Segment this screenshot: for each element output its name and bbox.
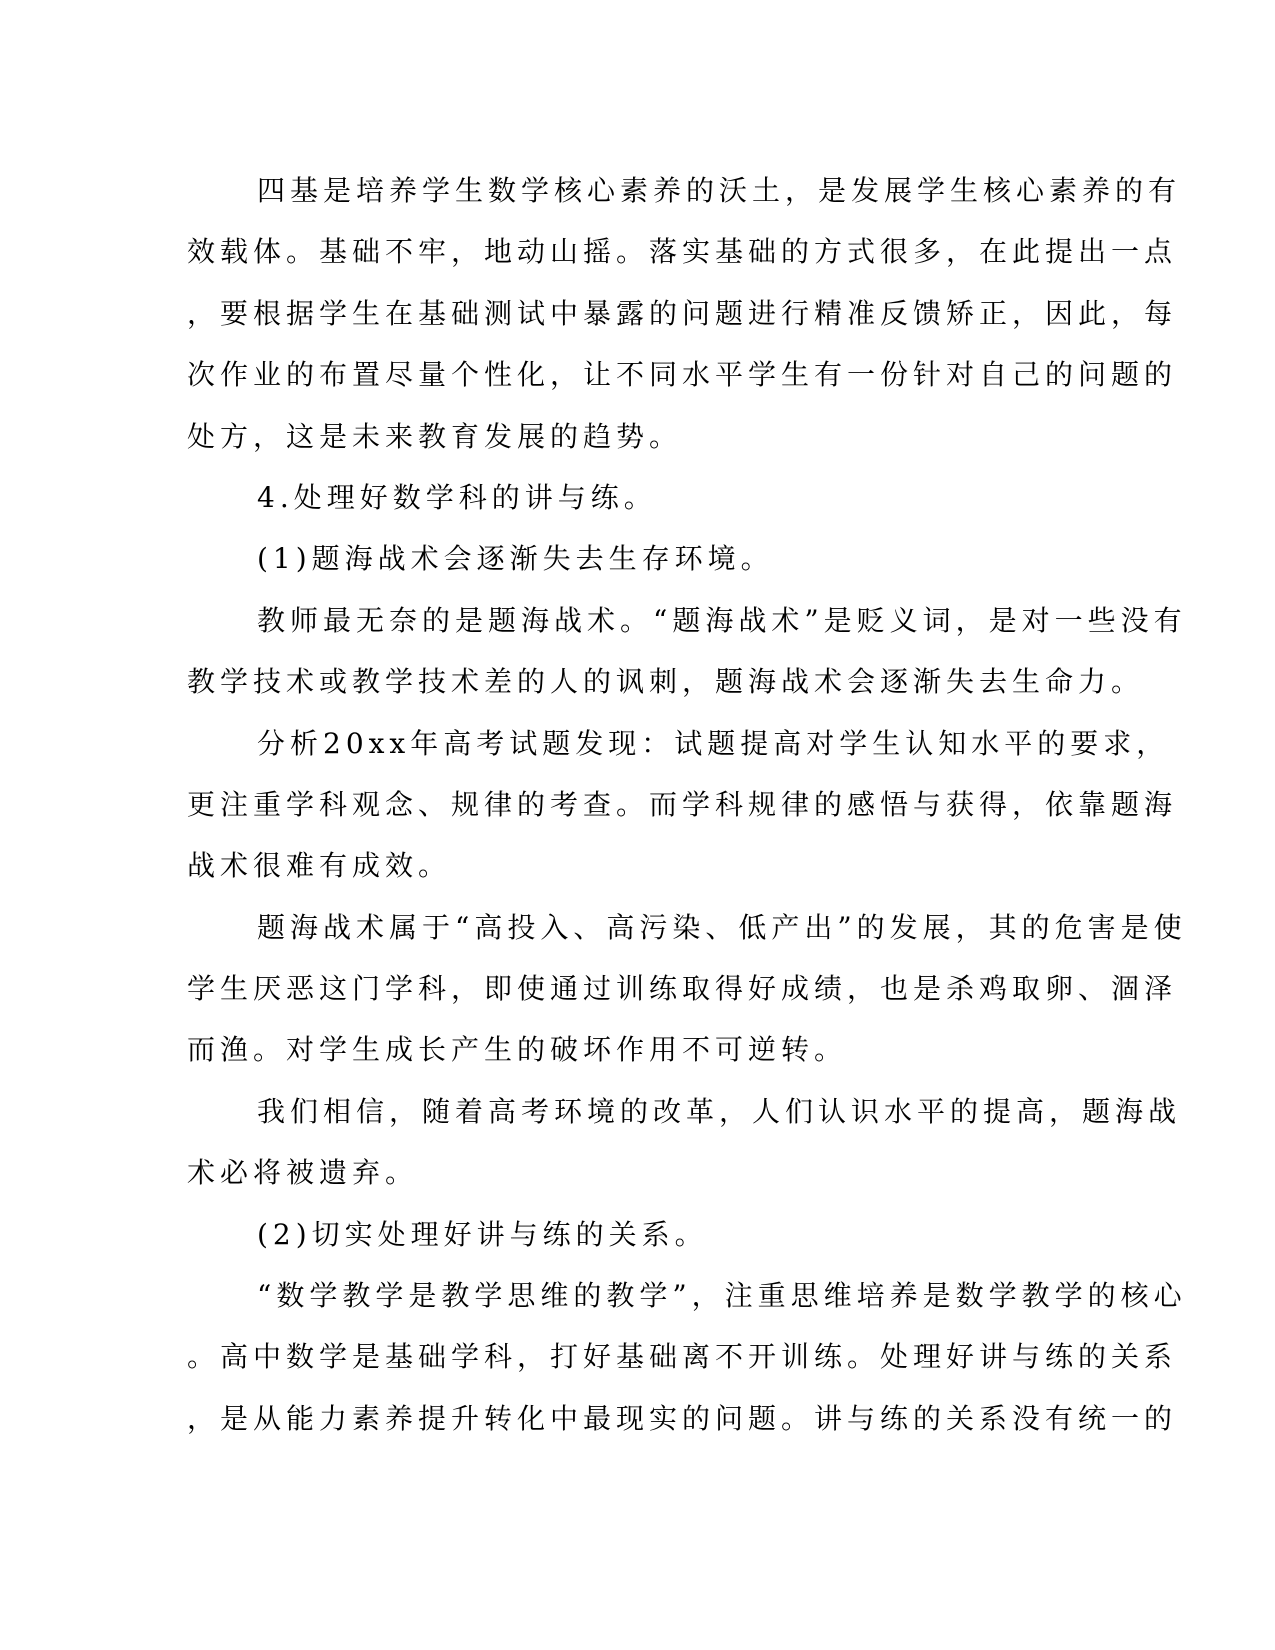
text-line: 教师最无奈的是题海战术。“题海战术”是贬义词，是对一些没有 [257,603,1187,637]
text-line: 战术很难有成效。 [187,849,452,883]
text-line: 次作业的布置尽量个性化，让不同水平学生有一份针对自己的问题的 [187,358,1178,392]
text-line: 而渔。对学生成长产生的破坏作用不可逆转。 [187,1033,848,1067]
text-line: ，是从能力素养提升转化中最现实的问题。讲与练的关系没有统一的 [187,1401,1178,1435]
text-line: 效载体。基础不牢，地动山摇。落实基础的方式很多，在此提出一点 [187,235,1178,269]
document-body [187,160,1187,1449]
text-line: 术必将被遗弃。 [187,1156,419,1190]
text-line: 。高中数学是基础学科，打好基础离不开训练。处理好讲与练的关系 [187,1340,1178,1374]
text-line: 我们相信，随着高考环境的改革，人们认识水平的提高，题海战 [257,1094,1182,1128]
text-line: 教学技术或教学技术差的人的讽刺，题海战术会逐渐失去生命力。 [187,665,1145,699]
text-line: 分析20xx年高考试题发现：试题提高对学生认知水平的要求， [257,726,1170,760]
text-line: (2)切实处理好讲与练的关系。 [257,1217,708,1251]
text-line: 4.处理好数学科的讲与练。 [257,480,657,514]
text-line: “数学教学是教学思维的教学”，注重思维培养是数学教学的核心 [257,1279,1187,1313]
text-line: 更注重学科观念、规律的考查。而学科规律的感悟与获得，依靠题海 [187,787,1178,821]
text-line: 学生厌恶这门学科，即使通过训练取得好成绩，也是杀鸡取卵、涸泽 [187,972,1178,1006]
text-line: 四基是培养学生数学核心素养的沃土，是发展学生核心素养的有 [257,174,1182,207]
text-line: 题海战术属于“高投入、高污染、低产出”的发展，其的危害是使 [257,910,1187,944]
text-line: 处方，这是未来教育发展的趋势。 [187,419,683,453]
text-line: ，要根据学生在基础测试中暴露的问题进行精准反馈矫正，因此，每 [187,296,1178,330]
text-line: (1)题海战术会逐渐失去生存环境。 [257,542,774,576]
